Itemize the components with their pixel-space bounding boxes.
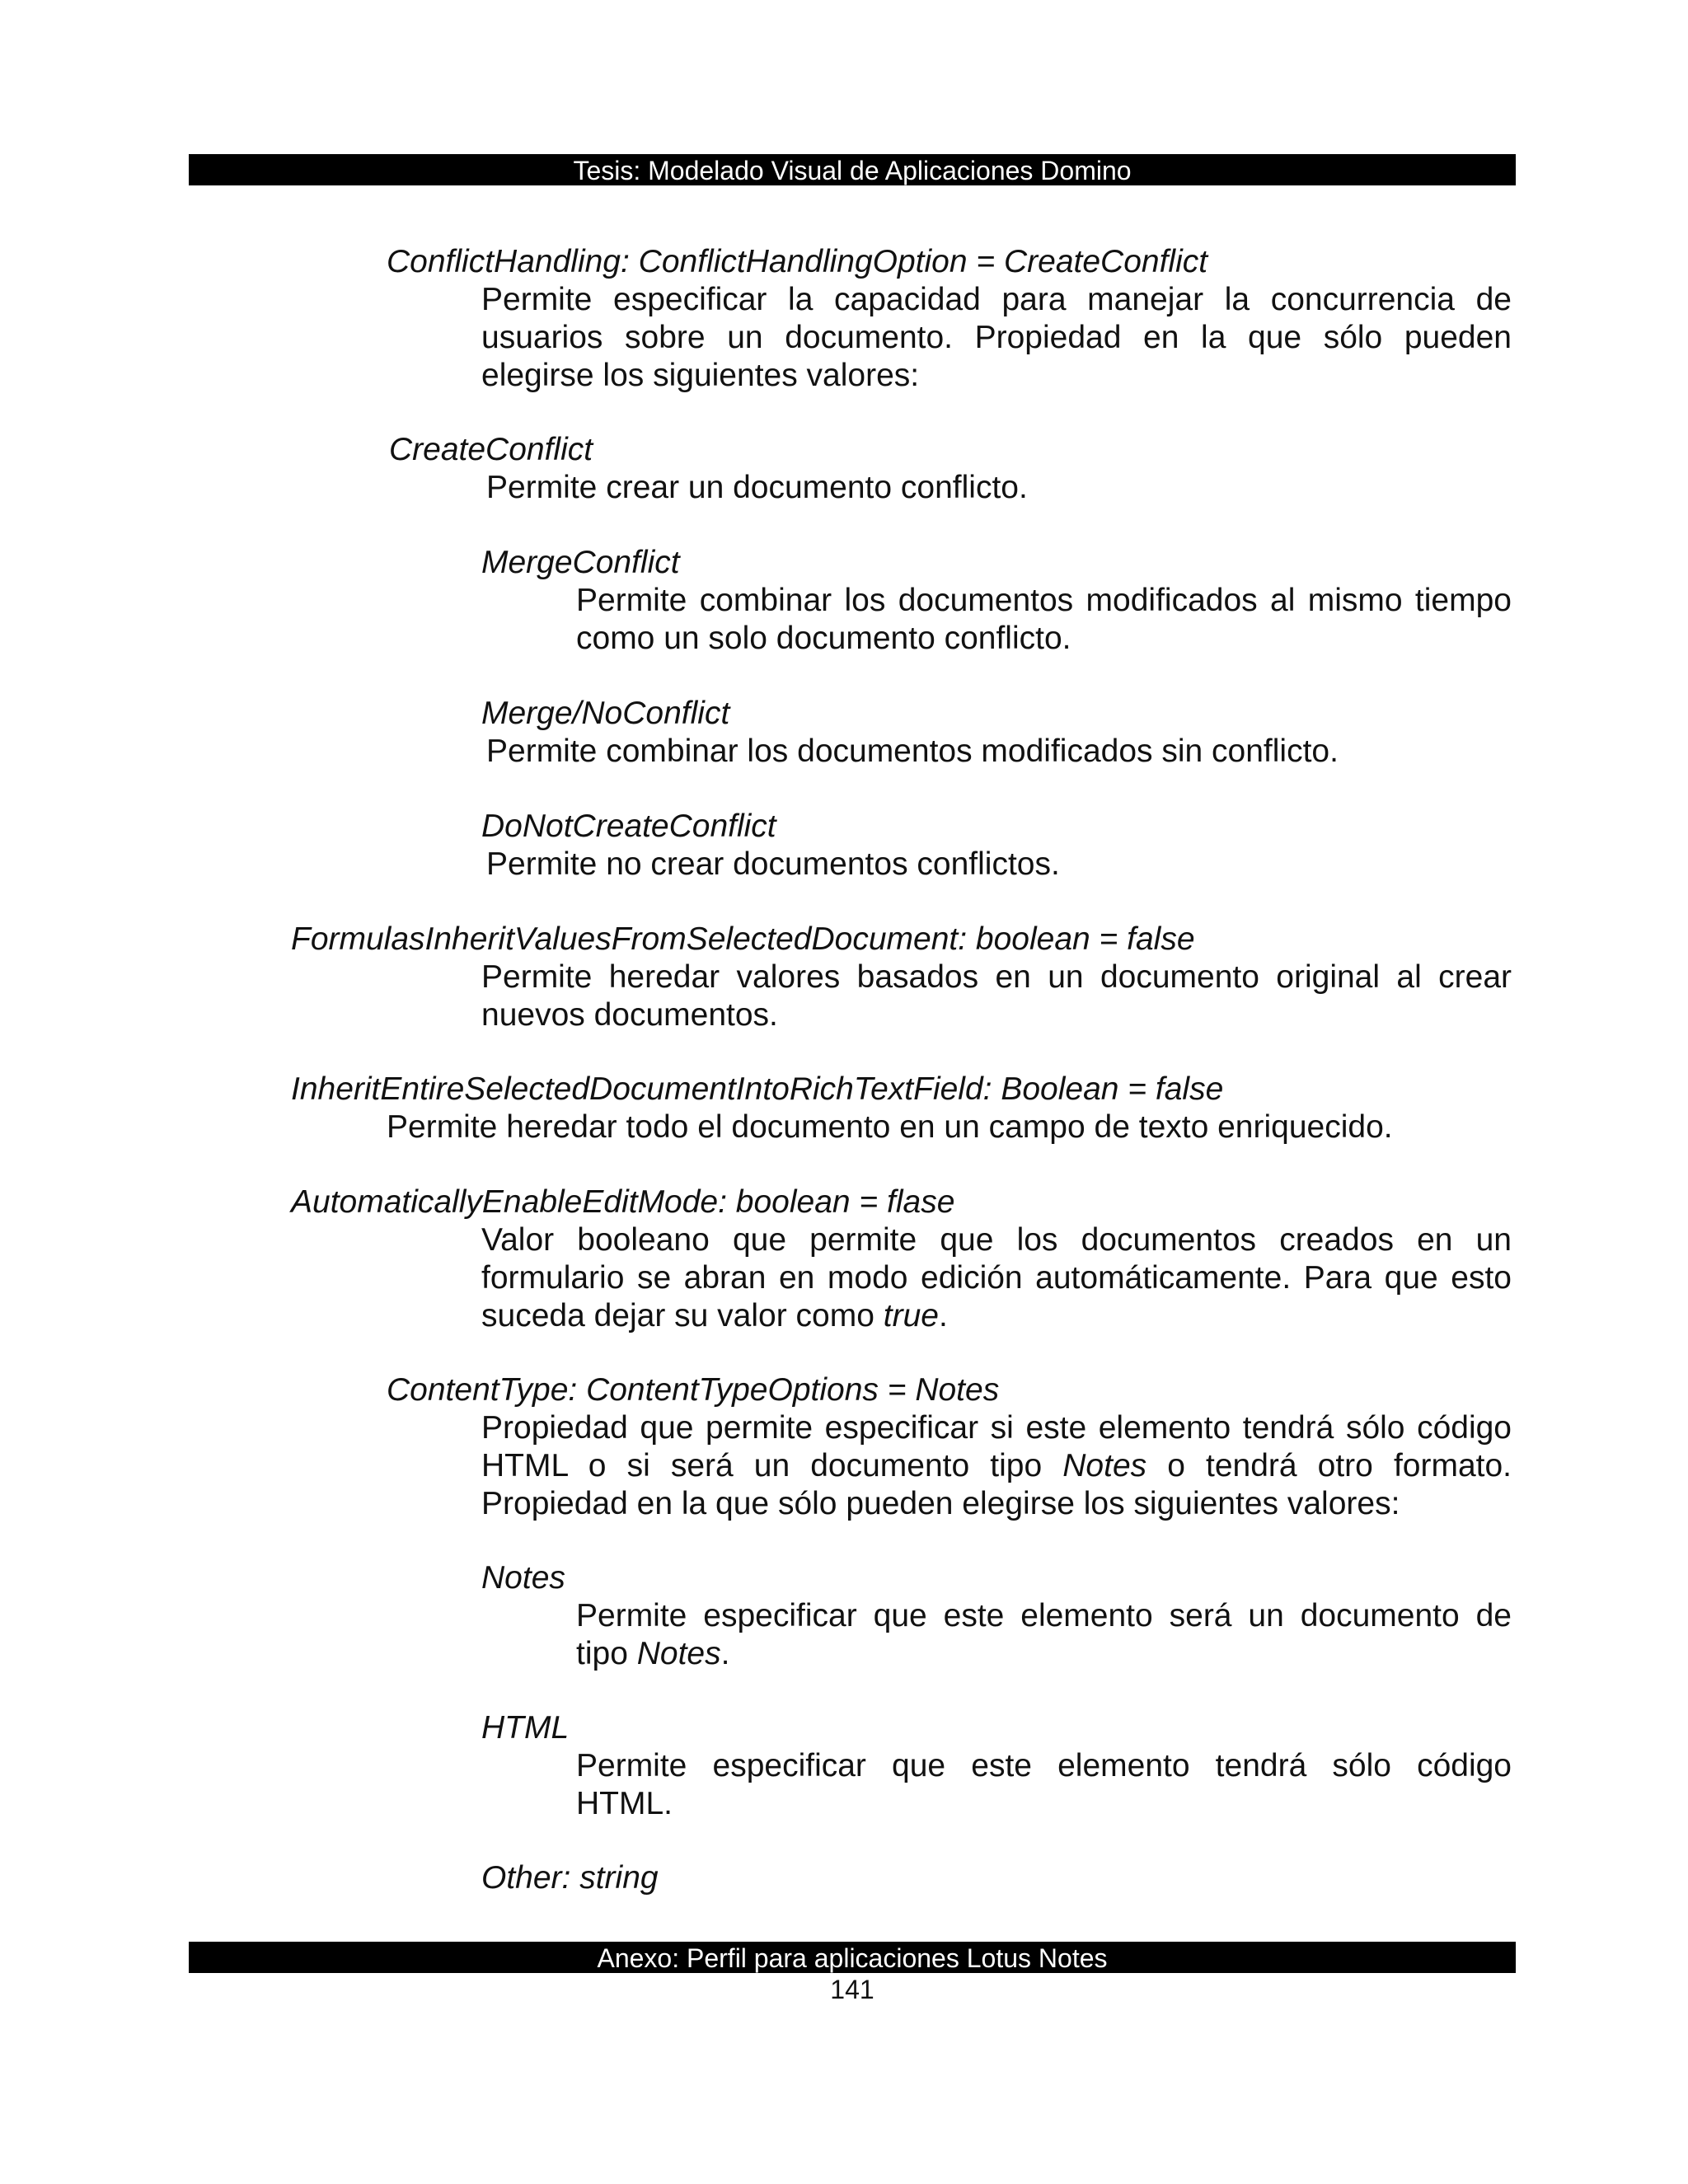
description-text: HTML o si será un documento tipo xyxy=(481,1448,1063,1483)
description-text: o tendrá otro formato. xyxy=(1146,1448,1512,1483)
description-line: Permite especificar la capacidad para manejar la concurrencia de xyxy=(481,282,1512,317)
option-heading-create-conflict: CreateConflict xyxy=(389,432,593,467)
option-heading-merge-no-conflict: Merge/NoConflict xyxy=(481,696,730,731)
description-line: Permite heredar valores basados en un documento original al crear xyxy=(481,959,1512,995)
property-description-inherit-entire: Permite heredar todo el documento en un campo de texto enriquecido. xyxy=(387,1109,1393,1145)
header-title: Tesis: Modelado Visual de Aplicaciones Domino xyxy=(573,156,1132,185)
option-description-do-not-create-conflict: Permite no crear documentos conflictos. xyxy=(486,846,1060,882)
option-description-merge-no-conflict: Permite combinar los documentos modificados sin conflicto. xyxy=(486,733,1339,769)
option-description-create-conflict: Permite crear un documento conflicto. xyxy=(486,470,1028,505)
option-description-notes xyxy=(576,1597,1512,1673)
option-heading-html: HTML xyxy=(481,1710,570,1746)
property-description-auto-edit-mode xyxy=(481,1221,1512,1335)
page-header xyxy=(189,154,1516,185)
page-footer xyxy=(189,1942,1516,1973)
description-line xyxy=(481,1447,1512,1485)
option-heading-do-not-create-conflict: DoNotCreateConflict xyxy=(481,808,776,844)
description-line: Propiedad en la que sólo pueden elegirse los siguientes valores: xyxy=(481,1486,1400,1521)
description-text: . xyxy=(720,1636,730,1671)
description-line: Permite especificar que este elemento tendrá sólo código xyxy=(576,1748,1512,1783)
property-heading-conflict-handling: ConflictHandling: ConflictHandlingOption = CreateConflict xyxy=(387,244,1208,279)
option-description-merge-conflict xyxy=(576,582,1512,658)
description-line: nuevos documentos. xyxy=(481,997,778,1033)
description-line: Permite combinar los documentos modificados al mismo tiempo xyxy=(576,583,1512,618)
description-line: Valor booleano que permite que los documentos creados en un xyxy=(481,1222,1512,1258)
description-emphasis: Notes xyxy=(1062,1448,1147,1483)
description-line: elegirse los siguientes valores: xyxy=(481,358,920,393)
property-heading-inherit-entire: InheritEntireSelectedDocumentIntoRichTextField: Boolean = false xyxy=(291,1071,1224,1107)
property-heading-content-type: ContentType: ContentTypeOptions = Notes xyxy=(387,1372,1000,1408)
option-heading-notes: Notes xyxy=(481,1560,565,1596)
property-heading-auto-edit-mode: AutomaticallyEnableEditMode: boolean = flase xyxy=(291,1184,955,1220)
property-description-formulas-inherit xyxy=(481,958,1512,1034)
description-line xyxy=(576,1635,1512,1673)
description-line: usuarios sobre un documento. Propiedad en la que sólo pueden xyxy=(481,320,1512,355)
description-line: formulario se abran en modo edición automáticamente. Para que esto xyxy=(481,1260,1512,1296)
description-emphasis: true xyxy=(883,1298,939,1333)
option-description-html xyxy=(576,1747,1512,1823)
option-heading-other: Other: string xyxy=(481,1860,659,1896)
property-heading-formulas-inherit: FormulasInheritValuesFromSelectedDocument: boolean = false xyxy=(291,921,1195,957)
description-text: . xyxy=(938,1298,948,1333)
description-line: como un solo documento conflicto. xyxy=(576,621,1071,656)
description-emphasis: Notes xyxy=(636,1636,721,1671)
property-description-content-type xyxy=(481,1409,1512,1523)
description-line: HTML. xyxy=(576,1786,673,1821)
description-line xyxy=(481,1297,1512,1335)
footer-title: Anexo: Perfil para aplicaciones Lotus Notes xyxy=(597,1943,1108,1973)
description-text: tipo xyxy=(576,1636,637,1671)
property-description-conflict-handling xyxy=(481,281,1512,395)
description-text: suceda dejar su valor como xyxy=(481,1298,884,1333)
option-heading-merge-conflict: MergeConflict xyxy=(481,545,680,580)
page-number: 141 xyxy=(830,1975,874,2004)
description-line: Propiedad que permite especificar si este elemento tendrá sólo código xyxy=(481,1410,1512,1446)
description-line: Permite especificar que este elemento será un documento de xyxy=(576,1598,1512,1633)
